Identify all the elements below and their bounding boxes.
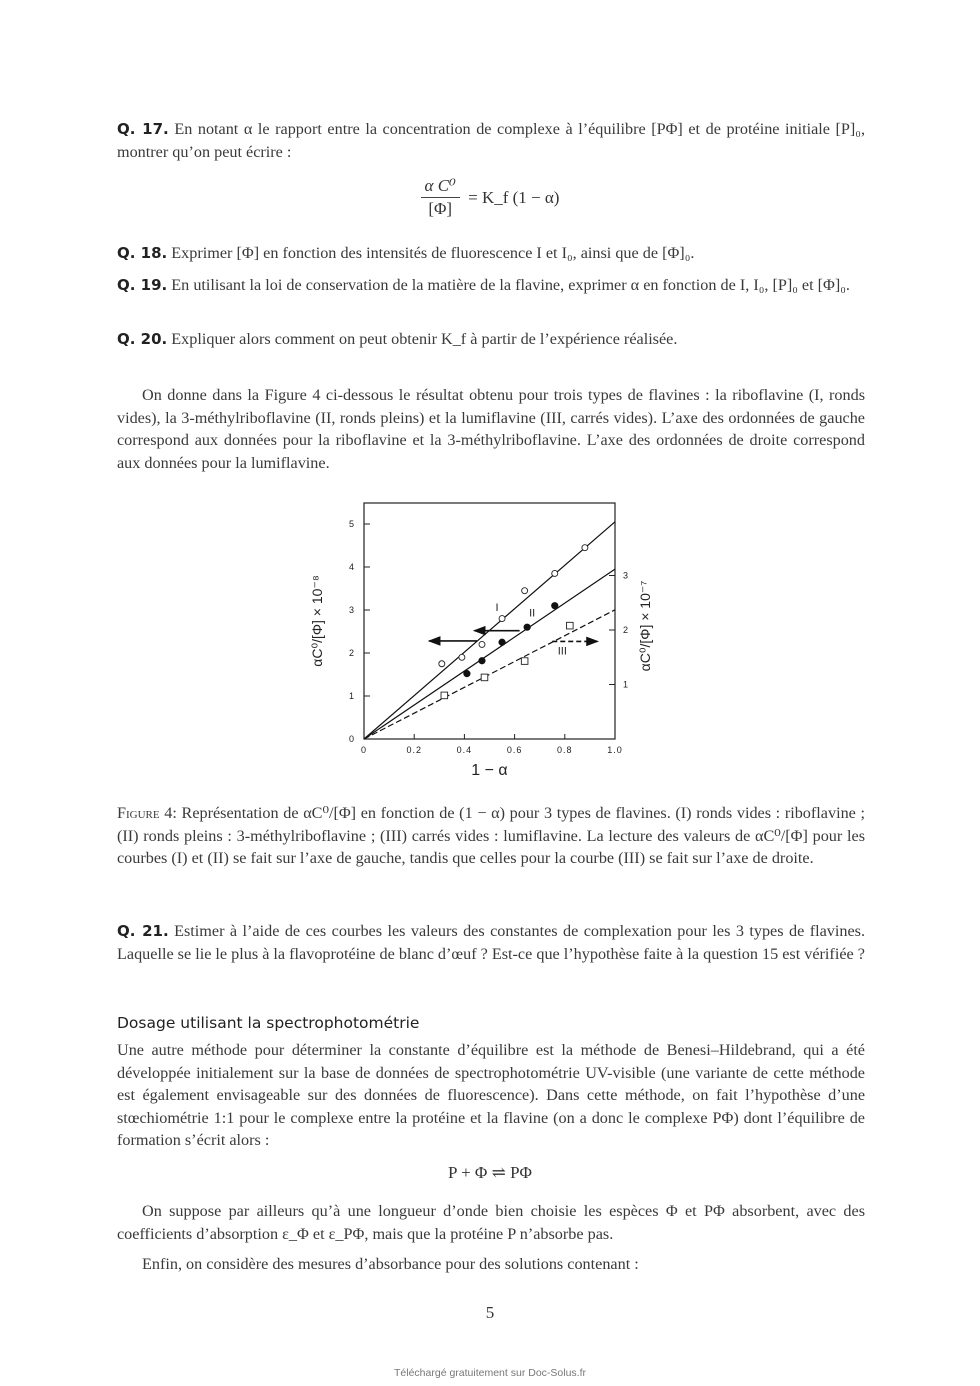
- question-text: En utilisant la loi de conservation de la matière de la flavine, exprimer α en fonction de I, I₀, [P]₀ et [Φ]₀.: [171, 276, 850, 294]
- question-text: Expliquer alors comment on peut obtenir K_f à partir de l’expérience réalisée.: [171, 330, 678, 348]
- question-19: [117, 274, 865, 297]
- question-text: En notant α le rapport entre la concentration de complexe à l’équilibre [PΦ] et de protéine initiale [P]₀, montrer qu’on peut écrire :: [117, 120, 866, 161]
- question-label: Q. 20.: [117, 330, 168, 348]
- y-left-tick-label: 0: [348, 734, 354, 744]
- y-left-tick-label: 2: [348, 648, 354, 658]
- data-point-III: [441, 692, 448, 699]
- data-point-II: [479, 658, 485, 664]
- y-left-tick-label: 3: [348, 605, 354, 615]
- equation-denominator: [Φ]: [428, 199, 453, 218]
- series-line-II: [364, 569, 615, 739]
- data-point-III: [481, 674, 488, 681]
- equation-fraction: [421, 176, 460, 219]
- question-21: [117, 920, 865, 965]
- question-17: [117, 118, 865, 163]
- data-point-II: [524, 624, 530, 630]
- x-axis-label: 1 − α: [471, 762, 508, 779]
- y-right-axis-label: αC⁰/[Φ] × 10⁻⁷: [637, 580, 653, 672]
- data-point-I: [499, 616, 505, 622]
- footer-link[interactable]: Téléchargé gratuitement sur Doc-Solus.fr: [394, 1367, 586, 1379]
- data-point-I: [522, 588, 528, 594]
- y-right-tick-label: 2: [623, 625, 629, 635]
- data-point-I: [459, 654, 465, 660]
- x-tick-label: 0.2: [406, 745, 422, 755]
- y-left-tick-label: 4: [348, 562, 354, 572]
- equation-rhs: = K_f (1 − α): [468, 187, 560, 207]
- y-left-tick-label: 1: [348, 691, 354, 701]
- question-text: Estimer à l’aide de ces courbes les valeurs des constantes de complexation pour les 3 types de flavines. Laquelle se lie le plus à la flavoprotéine de blanc d’œuf ? Est-ce que l’hypothèse faite à la question 15 est vérifiée ?: [117, 922, 866, 963]
- x-tick-label: 1.0: [607, 745, 623, 755]
- figure-caption-text: Représentation de αC⁰/[Φ] en fonction de (1 − α) pour 3 types de flavines. (I) ronds vides : riboflavine ; (II) ronds pleins : 3-méthylriboflavine ; (III) carrés vides : lumiflavine. La lecture des valeurs de αC⁰/[Φ] pour les courbes (I) et (II) se fait sur l’axe de gauche, tandis que celles pour la courbe (III) se fait sur l’axe de droite.: [117, 804, 865, 867]
- question-20: [117, 328, 865, 351]
- x-tick-label: 0.4: [456, 745, 473, 755]
- series-label-II: II: [529, 607, 536, 620]
- data-point-II: [552, 603, 558, 609]
- series-label-III: III: [557, 645, 567, 658]
- question-18: [117, 242, 865, 265]
- data-point-I: [479, 641, 485, 647]
- figure-caption-label: Figure 4:: [117, 804, 177, 822]
- y-right-tick-label: 1: [623, 679, 629, 690]
- final-paragraph: Enfin, on considère des mesures d’absorbance pour des solutions contenant :: [142, 1255, 639, 1273]
- figure-caption: [117, 802, 865, 870]
- y-right-tick-label: 3: [623, 570, 629, 581]
- section-paragraph: Une autre méthode pour déterminer la constante d’équilibre est la méthode de Benesi–Hildebrand, qui a été développée initialement sur la base de données de spectrophotométrie UV-visible (une variante de cette méthode est également envisageable sur des données de fluorescence). Dans cette méthode, on fait l’hypothèse d’une stœchiométrie 1:1 pour le complexe entre la protéine et la flavine (on a donc le complexe PΦ) dont l’équilibre de formation s’écrit alors :: [117, 1041, 865, 1149]
- y-left-tick-label: 5: [348, 519, 354, 529]
- question-label: Q. 19.: [117, 276, 168, 294]
- x-tick-label: 0.8: [557, 745, 573, 755]
- series-line-III: [364, 610, 615, 739]
- equation-q17: [0, 176, 980, 219]
- question-label: Q. 17.: [117, 120, 169, 138]
- data-point-I: [552, 570, 558, 576]
- question-label: Q. 21.: [117, 922, 169, 940]
- intro-paragraph: On donne dans la Figure 4 ci-dessous le résultat obtenu pour trois types de flavines : la riboflavine (I, ronds vides), la 3-méthylriboflavine (II, ronds pleins) et la lumiflavine (III, carrés vides). L’axe des ordonnées de gauche correspond aux données pour la riboflavine et la 3-méthylriboflavine. L’axe des ordonnées de droite correspond aux données pour la lumiflavine.: [117, 386, 865, 472]
- plot-frame: [364, 503, 615, 739]
- data-point-I: [439, 661, 445, 667]
- x-tick-label: 0.6: [506, 745, 523, 755]
- y-left-axis-label: αC⁰/[Φ] × 10⁻⁸: [309, 575, 325, 667]
- series-label-I: I: [495, 601, 499, 614]
- data-point-II: [499, 639, 505, 645]
- data-point-III: [567, 622, 574, 629]
- x-tick-label: 0: [360, 745, 368, 755]
- data-point-I: [582, 545, 588, 551]
- data-point-III: [521, 658, 528, 665]
- absorption-paragraph: On suppose par ailleurs qu’à une longueur d’onde bien choisie les espèces Φ et PΦ absorbent, avec des coefficients d’absorption ε_Φ et ε_PΦ, mais que la protéine P n’absorbe pas.: [117, 1202, 865, 1243]
- question-text: Exprimer [Φ] en fonction des intensités de fluorescence I et I₀, ainsi que de [Φ]₀.: [171, 244, 695, 262]
- equilibrium-equation: P + Φ ⇌ PΦ: [448, 1163, 532, 1182]
- section-title: Dosage utilisant la spectrophotométrie: [117, 1014, 420, 1032]
- page-number: 5: [485, 1303, 495, 1322]
- data-point-II: [464, 670, 470, 676]
- question-label: Q. 18.: [117, 244, 168, 262]
- equation-numerator: α C⁰: [421, 176, 460, 198]
- figure-4-chart: [300, 490, 680, 790]
